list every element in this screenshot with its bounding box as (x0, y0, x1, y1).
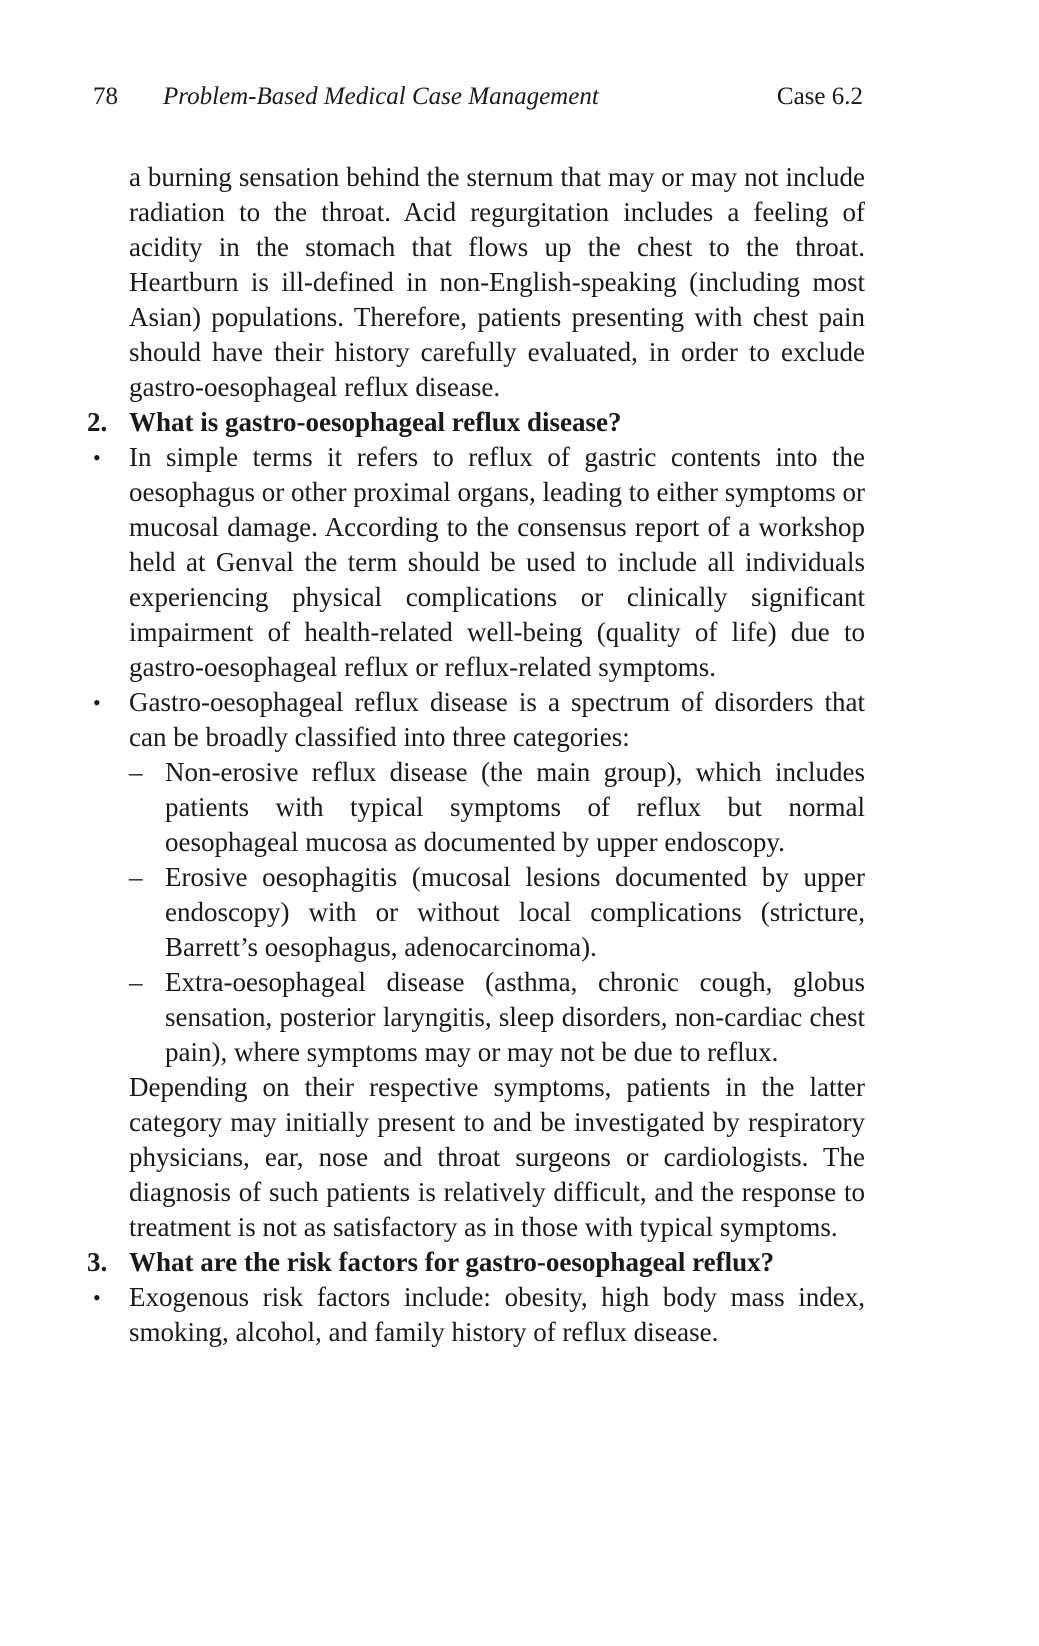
bullet-text: In simple terms it refers to reflux of gastric contents into the oesophagus or other proximal organs, leading to either symptoms or mucosal damage. According to the consensus report of a workshop held at Genval the term should be used to include all individuals experiencing physical complications or clinically significant impairment of health-related well-being (quality of life) due to gastro-oesophageal reflux or reflux-related symptoms. (129, 442, 865, 682)
page-number: 78 (93, 83, 118, 110)
category-text: Non-erosive reflux disease (the main group), which includes patients with typical symptoms of reflux but normal oesophageal mucosa as documented by upper endoscopy. (165, 757, 865, 857)
category-item (87, 755, 865, 860)
case-label: Case 6.2 (776, 83, 863, 110)
running-header (93, 80, 863, 120)
bullet-text: Exogenous risk factors include: obesity, high body mass index, smoking, alcohol, and family history of reflux disease. (129, 1282, 865, 1347)
question-2-heading (87, 405, 865, 440)
category-text: Erosive oesophagitis (mucosal lesions documented by upper endoscopy) with or without local complications (stricture, Barrett’s oesophagus, adenocarcinoma). (165, 862, 865, 962)
bullet-icon: • (93, 445, 101, 470)
category-item (87, 860, 865, 965)
question-number: 2. (87, 407, 108, 437)
intro-paragraph: a burning sensation behind the sternum that may or may not include radiation to the throat. Acid regurgitation includes a feeling of acidity in the stomach that flows up the chest to the throat. Heartburn is ill-defined in non-English-speaking (including most Asian) populations. Therefore, patients presenting with chest pain should have their history carefully evaluated, in order to exclude gastro-oesophageal reflux disease. (129, 162, 865, 402)
dash-icon: – (129, 967, 143, 997)
category-item (87, 965, 865, 1070)
category-text: Extra-oesophageal disease (asthma, chronic cough, globus sensation, posterior laryngitis, sleep disorders, non-cardiac chest pain), where symptoms may or may not be due to reflux. (165, 967, 865, 1067)
dash-icon: – (129, 757, 143, 787)
bullet-icon: • (93, 1285, 101, 1310)
bullet-icon: • (93, 690, 101, 715)
bullet-item (87, 440, 865, 685)
dash-icon: – (129, 862, 143, 892)
question-3-heading (87, 1245, 865, 1280)
book-title: Problem-Based Medical Case Management (163, 83, 599, 110)
bullet-text: Gastro-oesophageal reflux disease is a spectrum of disorders that can be broadly classified into three categories: (129, 687, 865, 752)
page-body (87, 160, 865, 1350)
bullet-item (87, 685, 865, 755)
question-text: What are the risk factors for gastro-oesophageal reflux? (129, 1247, 775, 1277)
question-number: 3. (87, 1247, 108, 1277)
after-categories-paragraph: Depending on their respective symptoms, patients in the latter category may initially present to and be investigated by respiratory physicians, ear, nose and throat surgeons or cardiologists. The diagnosis of such patients is relatively difficult, and the response to treatment is not as satisfactory as in those with typical symptoms. (129, 1072, 865, 1242)
bullet-item (87, 1280, 865, 1350)
question-text: What is gastro-oesophageal reflux disease? (129, 407, 622, 437)
